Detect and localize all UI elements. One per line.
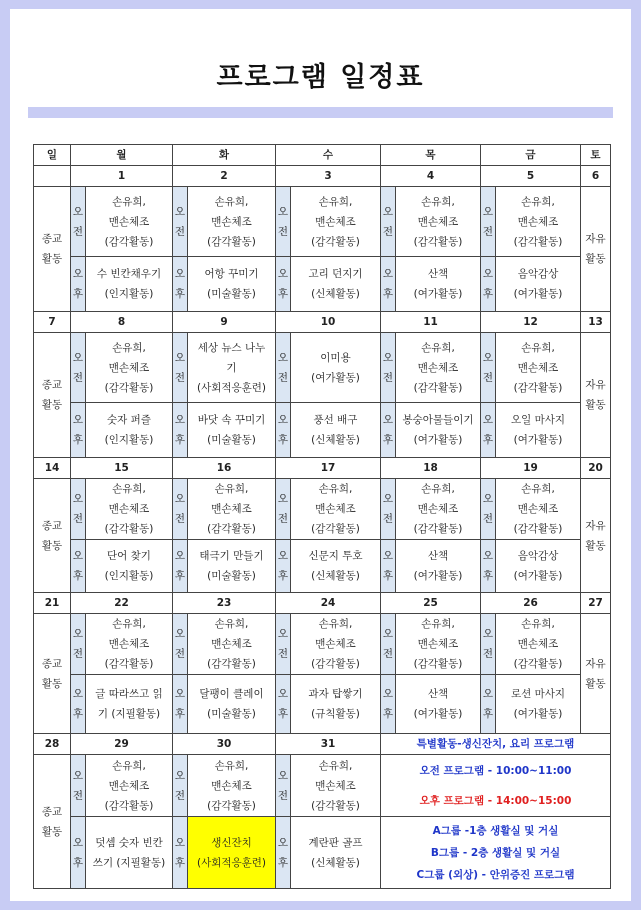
activity-cell: 손유희, 맨손체조 (감각활동) [291,755,381,817]
activity-cell: 풍선 배구 (신체활동) [291,403,381,458]
date-cell: 9 [173,312,276,333]
week-4-pm-row [34,675,611,734]
date-cell: 1 [71,166,173,187]
am-tag: 오 전 [71,614,86,675]
activity-cell: 덧셈 숫자 빈칸 쓰기 (지필활동) [86,817,173,889]
program-times [381,755,611,817]
week-5-am-row [34,755,611,817]
pm-tag: 오 후 [276,540,291,593]
date-cell: 4 [381,166,481,187]
activity-cell: 손유희, 맨손체조 (감각활동) [86,614,173,675]
date-cell: 3 [276,166,381,187]
pm-tag: 오 후 [276,257,291,312]
religion-activity-label: 종교 활동 [34,333,71,458]
pm-tag: 오 후 [173,675,188,734]
page-title: 프로그램 일정표 [216,62,425,93]
am-tag: 오 전 [71,333,86,403]
free-activity-label: 자유 활동 [581,479,611,593]
am-tag: 오 전 [71,479,86,540]
date-cell: 2 [173,166,276,187]
week-2-am-row [34,333,611,403]
activity-cell: 손유희, 맨손체조 (감각활동) [291,479,381,540]
date-cell: 28 [34,734,71,755]
date-cell: 12 [481,312,581,333]
weekday-wed: 수 [276,145,381,166]
activity-cell: 음악감상 (여가활동) [496,257,581,312]
week-4-am-row [34,614,611,675]
week-1-pm-row [34,257,611,312]
weekday-sat: 토 [581,145,611,166]
week-2-date-row [34,312,611,333]
date-cell: 21 [34,593,71,614]
date-cell: 16 [173,458,276,479]
activity-cell: 손유희, 맨손체조 (감각활동) [496,614,581,675]
pm-tag: 오 후 [276,675,291,734]
date-cell: 14 [34,458,71,479]
date-cell: 17 [276,458,381,479]
religion-activity-label: 종교 활동 [34,755,71,889]
activity-cell: 손유희, 맨손체조 (감각활동) [496,333,581,403]
date-cell: 19 [481,458,581,479]
am-tag: 오 전 [481,614,496,675]
pm-tag: 오 후 [71,675,86,734]
activity-cell: 글 따라쓰고 읽 기 (지필활동) [86,675,173,734]
am-tag: 오 전 [276,479,291,540]
activity-cell: 손유희, 맨손체조 (감각활동) [86,187,173,257]
week-1-date-row [34,166,611,187]
activity-cell: 손유희, 맨손체조 (감각활동) [188,614,276,675]
activity-cell: 수 빈칸채우기 (인지활동) [86,257,173,312]
activity-cell: 손유희, 맨손체조 (감각활동) [291,614,381,675]
am-tag: 오 전 [173,755,188,817]
date-cell: 11 [381,312,481,333]
week-3-pm-row [34,540,611,593]
date-cell: 23 [173,593,276,614]
date-cell: 10 [276,312,381,333]
pm-tag: 오 후 [71,257,86,312]
am-tag: 오 전 [173,479,188,540]
activity-cell: 계란판 골프 (신체활동) [291,817,381,889]
pm-tag: 오 후 [71,817,86,889]
am-tag: 오 전 [381,187,396,257]
title-underline-band [28,107,613,118]
activity-cell: 봉숭아물들이기 (여가활동) [396,403,481,458]
activity-cell: 손유희, 맨손체조 (감각활동) [396,187,481,257]
pm-tag: 오 후 [173,403,188,458]
activity-cell: 어항 꾸미기 (미술활동) [188,257,276,312]
pm-tag: 오 후 [481,403,496,458]
week-1-am-row [34,187,611,257]
pm-tag: 오 후 [173,257,188,312]
religion-activity-label: 종교 활동 [34,187,71,312]
weekday-mon: 월 [71,145,173,166]
am-tag: 오 전 [276,614,291,675]
activity-cell: 산책 (여가활동) [396,675,481,734]
am-tag: 오 전 [381,333,396,403]
am-tag: 오 전 [481,479,496,540]
activity-cell: 세상 뉴스 나누 기 (사회적응훈련) [188,333,276,403]
special-activity-header: 특별활동-생신잔치, 요리 프로그램 [381,734,611,755]
activity-cell: 바닷 속 꾸미기 (미술활동) [188,403,276,458]
date-cell: 20 [581,458,611,479]
calendar-table [33,144,611,889]
date-cell: 15 [71,458,173,479]
activity-cell: 신문지 투호 (신체활동) [291,540,381,593]
pm-tag: 오 후 [481,257,496,312]
activity-cell: 손유희, 맨손체조 (감각활동) [86,755,173,817]
date-cell: 29 [71,734,173,755]
activity-cell: 음악감상 (여가활동) [496,540,581,593]
am-tag: 오 전 [71,187,86,257]
weekday-header-row [34,145,611,166]
activity-cell: 손유희, 맨손체조 (감각활동) [396,479,481,540]
date-cell [34,166,71,187]
week-5-date-row [34,734,611,755]
am-tag: 오 전 [71,755,86,817]
activity-cell: 과자 탑쌓기 (규칙활동) [291,675,381,734]
am-tag: 오 전 [173,333,188,403]
activity-cell: 달팽이 클레이 (미술활동) [188,675,276,734]
date-cell: 31 [276,734,381,755]
group-c-line: C그룹 (외상) - 안위증진 프로그램 [416,868,575,881]
date-cell: 8 [71,312,173,333]
am-tag: 오 전 [381,479,396,540]
activity-cell: 단어 찾기 (인지활동) [86,540,173,593]
pm-tag: 오 후 [481,540,496,593]
week-4-date-row [34,593,611,614]
date-cell: 26 [481,593,581,614]
weekday-fri: 금 [481,145,581,166]
am-tag: 오 전 [481,333,496,403]
activity-cell: 손유희, 맨손체조 (감각활동) [396,614,481,675]
activity-cell: 이미용 (여가활동) [291,333,381,403]
pm-program-time: 오후 프로그램 - 14:00~15:00 [419,794,572,807]
date-cell: 22 [71,593,173,614]
date-cell: 30 [173,734,276,755]
week-5-pm-row [34,817,611,889]
pm-tag: 오 후 [276,817,291,889]
activity-cell: 손유희, 맨손체조 (감각활동) [188,187,276,257]
religion-activity-label: 종교 활동 [34,614,71,734]
free-activity-label: 자유 활동 [581,614,611,734]
date-cell: 27 [581,593,611,614]
pm-tag: 오 후 [381,540,396,593]
activity-cell: 손유희, 맨손체조 (감각활동) [496,187,581,257]
free-activity-label: 자유 활동 [581,333,611,458]
pm-tag: 오 후 [381,403,396,458]
activity-cell: 산책 (여가활동) [396,257,481,312]
week-3-am-row [34,479,611,540]
pm-tag: 오 후 [381,675,396,734]
am-tag: 오 전 [381,614,396,675]
weekday-thu: 목 [381,145,481,166]
activity-cell: 태극기 만들기 (미술활동) [188,540,276,593]
am-tag: 오 전 [276,333,291,403]
pm-tag: 오 후 [173,817,188,889]
am-tag: 오 전 [276,187,291,257]
pm-tag: 오 후 [173,540,188,593]
am-tag: 오 전 [173,187,188,257]
pm-tag: 오 후 [481,675,496,734]
religion-activity-label: 종교 활동 [34,479,71,593]
activity-cell: 손유희, 맨손체조 (감각활동) [291,187,381,257]
am-tag: 오 전 [173,614,188,675]
activity-cell: 오일 마사지 (여가활동) [496,403,581,458]
activity-cell: 손유희, 맨손체조 (감각활동) [396,333,481,403]
activity-cell: 손유희, 맨손체조 (감각활동) [86,479,173,540]
am-program-time: 오전 프로그램 - 10:00~11:00 [419,764,572,777]
date-cell: 6 [581,166,611,187]
pm-tag: 오 후 [71,540,86,593]
activity-cell: 산책 (여가활동) [396,540,481,593]
week-2-pm-row [34,403,611,458]
date-cell: 7 [34,312,71,333]
date-cell: 13 [581,312,611,333]
date-cell: 5 [481,166,581,187]
date-cell: 24 [276,593,381,614]
weekday-tue: 화 [173,145,276,166]
group-locations [381,817,611,889]
weekday-sun: 일 [34,145,71,166]
activity-cell: 손유희, 맨손체조 (감각활동) [496,479,581,540]
free-activity-label: 자유 활동 [581,187,611,312]
am-tag: 오 전 [481,187,496,257]
pm-tag: 오 후 [381,257,396,312]
birthday-party-cell: 생신잔치 (사회적응훈련) [188,817,276,889]
activity-cell: 고리 던지기 (신체활동) [291,257,381,312]
activity-cell: 숫자 퍼즐 (인지활동) [86,403,173,458]
activity-cell: 손유희, 맨손체조 (감각활동) [188,755,276,817]
group-a-line: A그룹 -1층 생활실 및 거실 [432,824,559,837]
activity-cell: 손유희, 맨손체조 (감각활동) [86,333,173,403]
date-cell: 18 [381,458,481,479]
pm-tag: 오 후 [71,403,86,458]
group-b-line: B그룹 - 2층 생활실 및 거실 [430,846,561,859]
pm-tag: 오 후 [276,403,291,458]
date-cell: 25 [381,593,481,614]
am-tag: 오 전 [276,755,291,817]
week-3-date-row [34,458,611,479]
schedule-page [10,9,631,901]
activity-cell: 로션 마사지 (여가활동) [496,675,581,734]
activity-cell: 손유희, 맨손체조 (감각활동) [188,479,276,540]
